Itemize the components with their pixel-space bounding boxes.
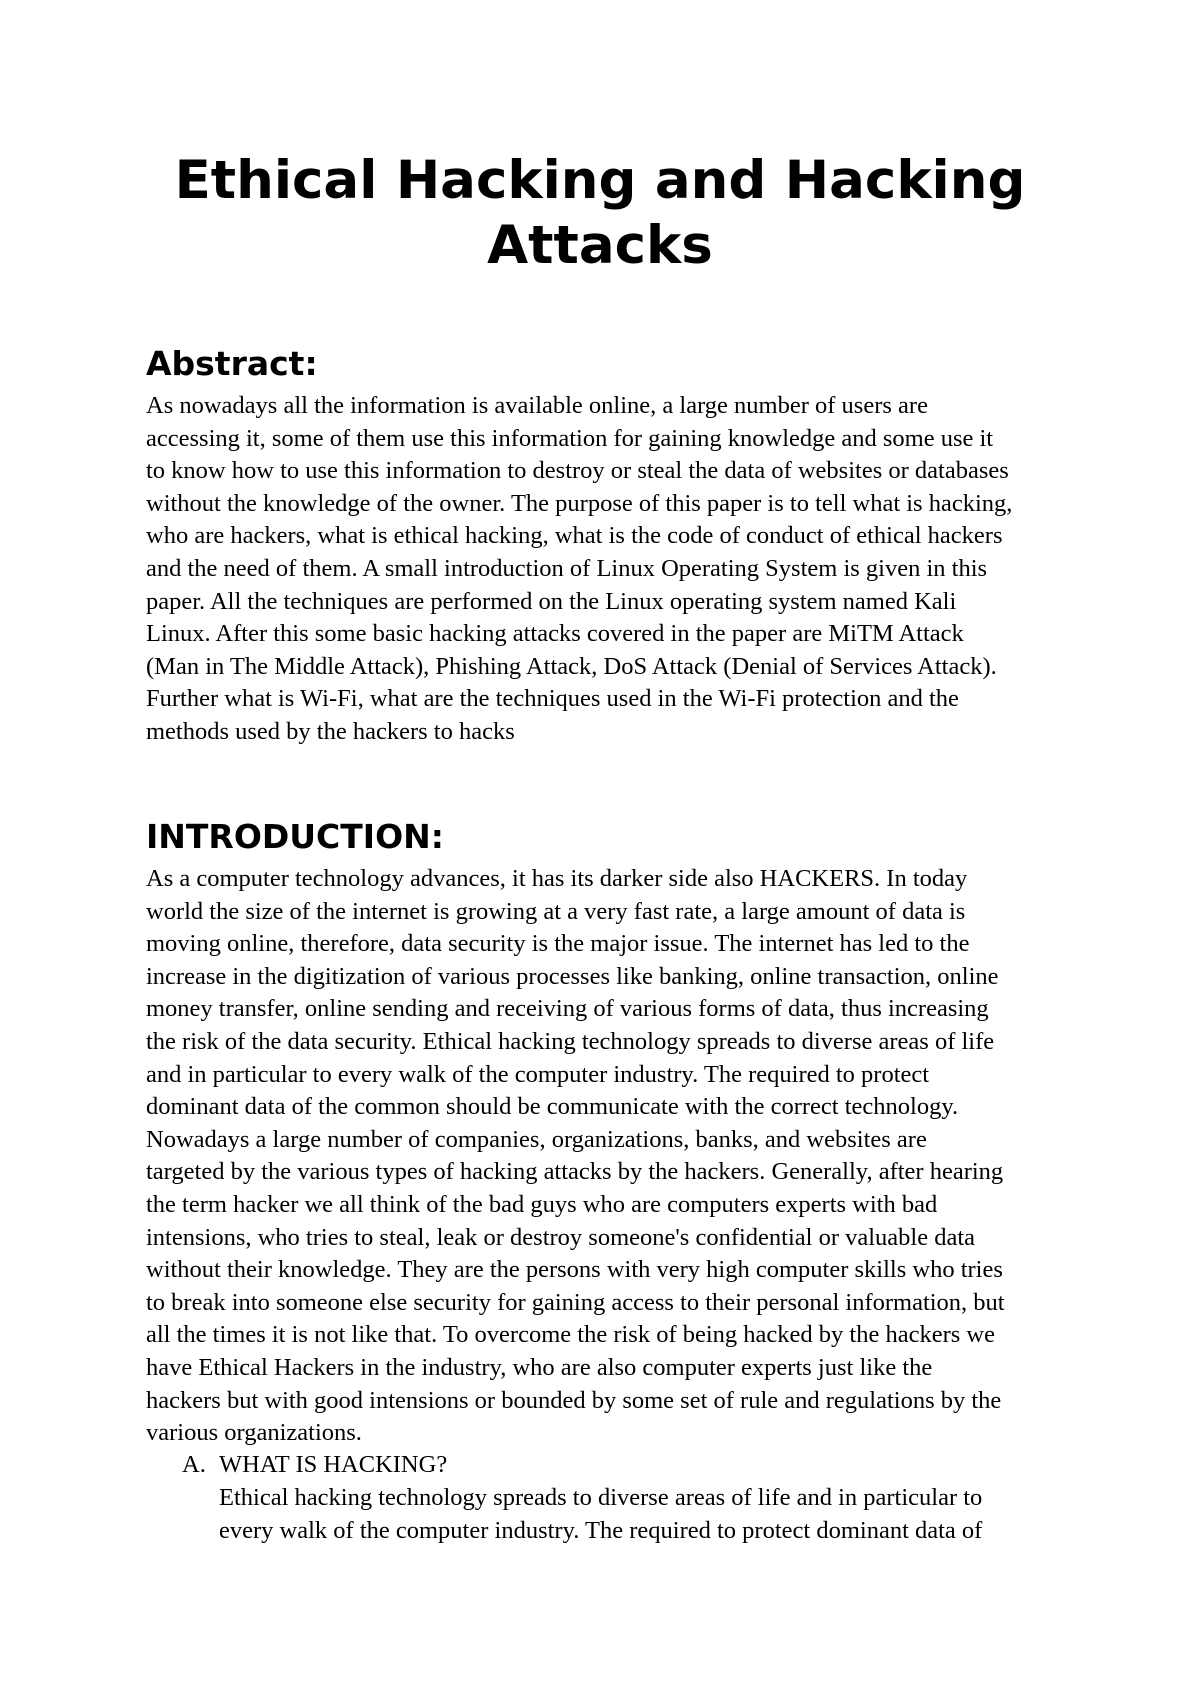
introduction-line: dominant data of the common should be communicate with the correct technology. — [146, 1093, 959, 1121]
introduction-line: increase in the digitization of various processes like banking, online transaction, online — [146, 962, 999, 990]
introduction-line: world the size of the internet is growing at a very fast rate, a large amount of data is — [146, 897, 966, 925]
abstract-line: accessing it, some of them use this information for gaining knowledge and some use it — [146, 424, 994, 452]
introduction-line: moving online, therefore, data security is the major issue. The internet has led to the — [146, 930, 970, 958]
introduction-heading: INTRODUCTION: — [146, 817, 444, 856]
abstract-line: paper. All the techniques are performed on the Linux operating system named Kali — [146, 587, 957, 615]
subsection-paragraph — [219, 1482, 1079, 1547]
introduction-line: all the times it is not like that. To overcome the risk of being hacked by the hackers we — [146, 1321, 995, 1349]
introduction-line: the risk of the data security. Ethical hacking technology spreads to diverse areas of life — [146, 1027, 995, 1055]
list-marker: A. — [182, 1451, 206, 1478]
abstract-line: methods used by the hackers to hacks — [146, 717, 515, 745]
introduction-line: have Ethical Hackers in the industry, who are also computer experts just like the — [146, 1353, 933, 1381]
subsection-line: every walk of the computer industry. The required to protect dominant data of — [219, 1516, 983, 1544]
abstract-line: who are hackers, what is ethical hacking, what is the code of conduct of ethical hackers — [146, 522, 1003, 550]
introduction-line: the term hacker we all think of the bad guys who are computers experts with bad — [146, 1190, 938, 1218]
abstract-paragraph — [146, 390, 1066, 749]
introduction-line: and in particular to every walk of the computer industry. The required to protect — [146, 1060, 930, 1088]
abstract-line: to know how to use this information to destroy or steal the data of websites or databases — [146, 457, 1009, 485]
document-title — [100, 148, 1100, 278]
introduction-line: without their knowledge. They are the persons with very high computer skills who tries — [146, 1256, 1003, 1284]
introduction-line: money transfer, online sending and receiving of various forms of data, thus increasing — [146, 995, 989, 1023]
introduction-line: to break into someone else security for gaining access to their personal information, but — [146, 1288, 1005, 1316]
abstract-line: without the knowledge of the owner. The purpose of this paper is to tell what is hacking, — [146, 489, 1013, 517]
subsection-title: WHAT IS HACKING? — [219, 1451, 448, 1478]
title-line: Ethical Hacking and Hacking — [174, 150, 1026, 211]
abstract-heading: Abstract: — [146, 344, 318, 383]
introduction-paragraph — [146, 863, 1066, 1450]
introduction-line: Nowadays a large number of companies, organizations, banks, and websites are — [146, 1125, 927, 1153]
abstract-line: Further what is Wi-Fi, what are the techniques used in the Wi-Fi protection and the — [146, 685, 959, 713]
abstract-line: As nowadays all the information is available online, a large number of users are — [146, 392, 928, 419]
subsection-line: Ethical hacking technology spreads to diverse areas of life and in particular to — [219, 1484, 983, 1511]
introduction-line: various organizations. — [146, 1419, 362, 1447]
abstract-line: and the need of them. A small introduction of Linux Operating System is given in this — [146, 554, 988, 582]
abstract-line: (Man in The Middle Attack), Phishing Attack, DoS Attack (Denial of Services Attack). — [146, 652, 997, 680]
title-line: Attacks — [487, 215, 713, 276]
abstract-line: Linux. After this some basic hacking attacks covered in the paper are MiTM Attack — [146, 620, 964, 648]
introduction-line: intensions, who tries to steal, leak or destroy someone's confidential or valuable data — [146, 1223, 976, 1251]
introduction-line: As a computer technology advances, it has its darker side also HACKERS. In today — [146, 865, 968, 892]
introduction-line: targeted by the various types of hacking attacks by the hackers. Generally, after hearing — [146, 1158, 1004, 1186]
introduction-line: hackers but with good intensions or bounded by some set of rule and regulations by the — [146, 1386, 1002, 1414]
